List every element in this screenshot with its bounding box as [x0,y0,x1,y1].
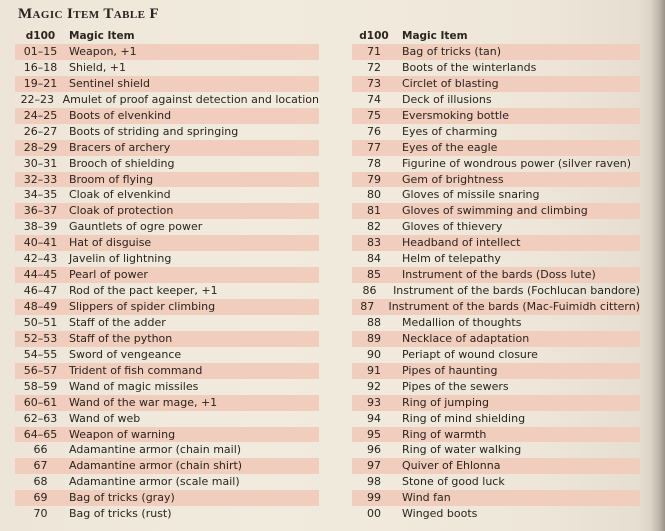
table-row [15,108,319,124]
roll-range: 32–33 [23,172,58,186]
table-row [15,458,319,474]
roll-range: 42–43 [23,252,58,266]
roll-range: 28–29 [23,140,58,154]
roll-range: 64–65 [23,427,58,441]
roll-range: 85 [367,268,381,282]
page-edge-shadow [651,0,665,531]
column-header [352,29,640,44]
roll-range: 68 [33,475,48,489]
item-name: Wand of the war mage, +1 [69,395,218,409]
item-name: Ring of water walking [402,443,522,457]
item-name: Broom of flying [69,172,154,186]
table-row [15,44,319,60]
table-row [352,299,640,315]
item-name: Pearl of power [69,268,148,282]
table-row [15,363,319,379]
table-row [352,458,640,474]
column-header [15,29,319,44]
roll-range: 46–47 [23,284,58,298]
roll-range: 30–31 [23,156,58,170]
item-name: Helm of telepathy [402,252,501,266]
table-row [15,411,319,427]
item-name: Rod of the pact keeper, +1 [69,284,218,298]
item-name: Shield, +1 [69,60,127,74]
table-row [15,283,319,299]
roll-range: 67 [33,459,48,473]
item-name: Weapon, +1 [69,45,137,58]
table-row [15,427,319,443]
left-table-body [15,44,319,522]
roll-range: 19–21 [23,76,58,90]
roll-range: 56–57 [23,363,58,377]
roll-range: 77 [367,140,381,154]
table-row [352,379,640,395]
item-name: Slippers of spider climbing [69,300,216,313]
table-row [15,267,319,283]
table-row [15,442,319,458]
item-name: Gem of brightness [402,172,504,186]
table-row [15,395,319,411]
roll-range: 83 [367,236,381,250]
item-name: Stone of good luck [402,475,505,489]
roll-range: 89 [367,331,381,345]
table-row [15,124,319,140]
item-name: Figurine of wondrous power (silver raven) [402,156,632,170]
item-name: Ring of warmth [402,427,487,441]
roll-range: 95 [367,427,381,441]
item-name: Bag of tricks (gray) [69,491,175,505]
item-name: Winged boots [402,507,478,521]
item-name: Eversmoking bottle [402,108,509,122]
table-row [15,156,319,172]
item-name: Wand of magic missiles [69,379,199,393]
item-name: Quiver of Ehlonna [402,459,501,473]
table-row [15,235,319,251]
item-name: Adamantine armor (chain mail) [69,443,242,457]
item-name: Staff of the adder [69,315,166,329]
item-name: Gloves of swimming and climbing [402,204,588,218]
table-row [352,140,640,156]
roll-range: 71 [367,45,381,58]
table-row [15,187,319,203]
item-name: Gloves of missile snaring [402,188,540,202]
table-row [352,363,640,379]
table-row [352,347,640,363]
d100-header: d100 [25,30,56,42]
roll-range: 36–37 [23,204,58,218]
item-name: Trident of fish command [69,363,203,377]
table-row [352,92,640,108]
item-name: Wand of web [69,411,141,425]
table-row [352,283,640,299]
roll-range: 90 [367,347,381,361]
roll-range: 96 [367,443,381,457]
roll-range: 93 [367,395,381,409]
roll-range: 92 [367,379,381,393]
table-row [352,219,640,235]
table-row [352,108,640,124]
right-table-body [352,44,640,522]
roll-range: 98 [367,475,381,489]
roll-range: 75 [367,108,381,122]
magic-item-header: Magic Item [402,30,468,42]
table-row [352,506,640,522]
table-row [15,60,319,76]
roll-range: 72 [367,60,381,74]
item-name: Gauntlets of ogre power [69,220,203,234]
table-row [15,140,319,156]
table-row [15,506,319,522]
left-column [15,29,319,522]
item-name: Medallion of thoughts [402,315,522,329]
roll-range: 88 [367,315,381,329]
item-name: Ring of mind shielding [402,411,526,425]
item-name: Adamantine armor (chain shirt) [69,459,243,473]
table-row [352,60,640,76]
table-row [352,203,640,219]
table-row [15,315,319,331]
item-name: Boots of striding and springing [69,124,239,138]
table-row [352,427,640,443]
roll-range: 34–35 [23,188,58,202]
table-row [15,172,319,188]
item-name: Cloak of elvenkind [69,188,171,202]
item-name: Eyes of charming [402,124,498,138]
item-name: Bag of tricks (rust) [69,507,172,521]
table-row [15,331,319,347]
table-row [352,172,640,188]
roll-range: 70 [33,507,48,521]
table-row [352,315,640,331]
roll-range: 99 [367,491,381,505]
roll-range: 38–39 [23,220,58,234]
roll-range: 48–49 [23,300,58,313]
right-column [352,29,640,522]
roll-range: 79 [367,172,381,186]
item-name: Hat of disguise [69,236,152,250]
roll-range: 16–18 [23,60,58,74]
table-row [352,76,640,92]
roll-range: 00 [367,507,381,521]
item-name: Necklace of adaptation [402,331,530,345]
item-name: Brooch of shielding [69,156,175,170]
item-name: Instrument of the bards (Mac-Fuimidh cittern) [388,300,640,313]
item-name: Gloves of thievery [402,220,503,234]
roll-range: 74 [367,92,381,106]
item-name: Periapt of wound closure [402,347,538,361]
roll-range: 60–61 [23,395,58,409]
table-row [352,411,640,427]
table-row [15,251,319,267]
item-name: Amulet of proof against detection and location [62,92,319,106]
item-name: Circlet of blasting [402,76,499,90]
item-name: Boots of the winterlands [402,60,537,74]
table-row [352,474,640,490]
table-row [15,347,319,363]
table-row [352,235,640,251]
item-name: Instrument of the bards (Fochlucan bandore) [393,284,640,298]
d100-header: d100 [359,30,389,42]
item-name: Weapon of warning [69,427,176,441]
item-name: Eyes of the eagle [402,140,498,154]
table-row [15,76,319,92]
item-name: Javelin of lightning [69,252,172,266]
item-name: Sword of vengeance [69,347,182,361]
roll-range: 26–27 [23,124,58,138]
roll-range: 82 [367,220,381,234]
item-name: Pipes of the sewers [402,379,509,393]
roll-range: 40–41 [23,236,58,250]
roll-range: 66 [33,443,48,457]
table-row [352,251,640,267]
roll-range: 58–59 [23,379,58,393]
item-name: Staff of the python [69,331,173,345]
table-row [15,219,319,235]
item-name: Instrument of the bards (Doss lute) [402,268,596,282]
table-row [15,379,319,395]
item-name: Bracers of archery [69,140,171,154]
item-name: Bag of tricks (tan) [402,45,502,58]
table-row [15,490,319,506]
magic-item-header: Magic Item [69,30,135,42]
roll-range: 91 [367,363,381,377]
item-name: Deck of illusions [402,92,492,106]
roll-range: 94 [367,411,381,425]
table-row [352,156,640,172]
table-row [15,92,319,108]
roll-range: 62–63 [23,411,58,425]
item-name: Boots of elvenkind [69,108,172,122]
roll-range: 69 [33,491,48,505]
item-name: Headband of intellect [402,236,521,250]
item-name: Sentinel shield [69,76,150,90]
table-row [352,395,640,411]
roll-range: 87 [360,300,375,313]
table-row [352,44,640,60]
table-row [352,187,640,203]
table-row [352,124,640,140]
roll-range: 81 [367,204,381,218]
roll-range: 78 [367,156,381,170]
item-name: Cloak of protection [69,204,174,218]
item-name: Pipes of haunting [402,363,498,377]
table-title: Magic Item Table F [18,6,160,22]
item-name: Ring of jumping [402,395,489,409]
item-name: Adamantine armor (scale mail) [69,475,240,489]
roll-range: 54–55 [23,347,58,361]
table-row [15,299,319,315]
roll-range: 24–25 [23,108,58,122]
table-row [352,267,640,283]
roll-range: 52–53 [23,331,58,345]
roll-range: 76 [367,124,381,138]
table-row [352,442,640,458]
roll-range: 22–23 [20,92,55,106]
roll-range: 84 [367,252,381,266]
table-row [352,490,640,506]
table-row [15,474,319,490]
roll-range: 44–45 [23,268,58,282]
roll-range: 86 [362,284,377,298]
roll-range: 01–15 [23,45,58,58]
roll-range: 97 [367,459,381,473]
item-name: Wind fan [402,491,451,505]
roll-range: 80 [367,188,381,202]
table-row [15,203,319,219]
roll-range: 50–51 [23,315,58,329]
table-row [352,331,640,347]
roll-range: 73 [367,76,381,90]
